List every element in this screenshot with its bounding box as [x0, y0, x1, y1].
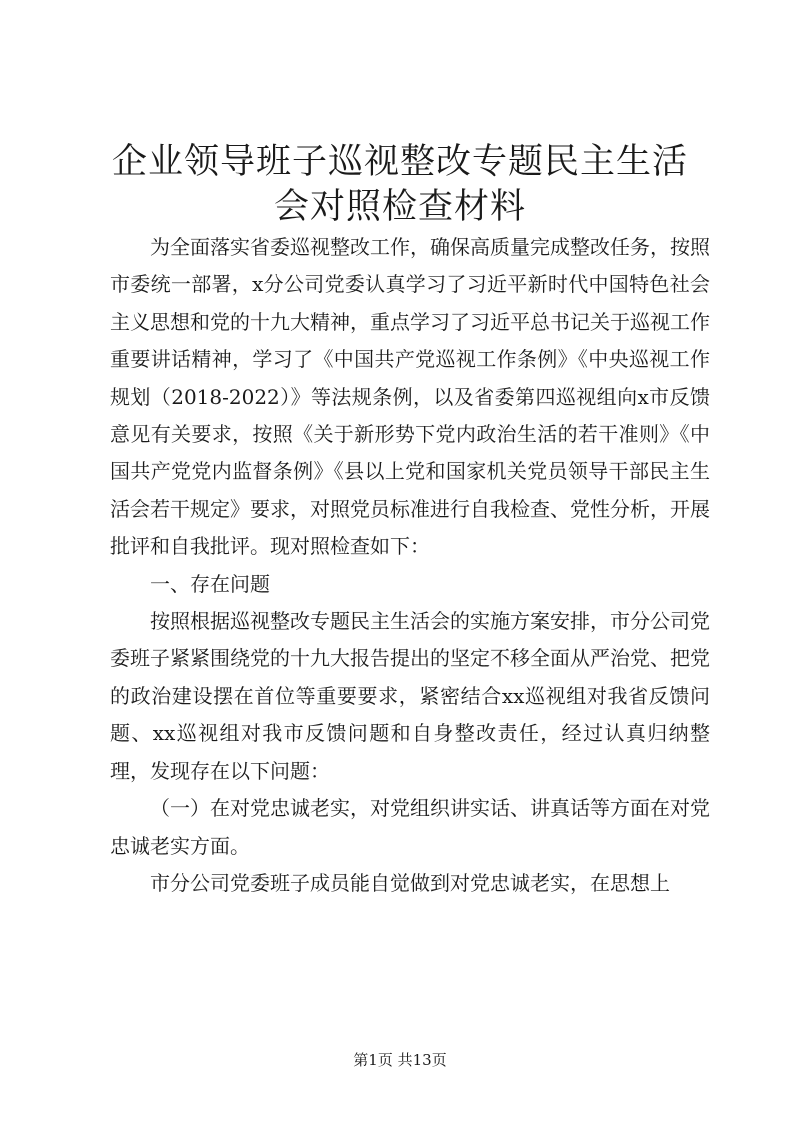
paragraph-problems-overview: 按照根据巡视整改专题民主生活会的实施方案安排，市分公司党委班子紧紧围绕党的十九大报告提出的坚定不移全面从严治党、把党的政治建设摆在首位等重要要求，紧密结合xx巡视组对我省反馈问题、xx巡视组对我市反馈问题和自身整改责任，经过认真归纳整理，发现存在以下问题： — [110, 609, 710, 783]
paragraph-loyalty: 市分公司党委班子成员能自觉做到对党忠诚老实，在思想上 — [150, 870, 670, 895]
section-heading-problems: 一、存在问题 — [150, 571, 270, 596]
subsection-heading-loyalty: （一）在对党忠诚老实，对党组织讲实话、讲真话等方面在对党忠诚老实方面。 — [110, 796, 710, 858]
document-body — [110, 229, 710, 902]
paragraph-intro: 为全面落实省委巡视整改工作，确保高质量完成整改任务，按照市委统一部署，x分公司党委认真学习了习近平新时代中国特色社会主义思想和党的十九大精神，重点学习了习近平总书记关于巡视工作重要讲话精神，学习了《中国共产党巡视工作条例》《中央巡视工作规划（2018-2022）》等法规条例，以及省委第四巡视组向x市反馈意见有关要求，按照《关于新形势下党内政治生活的若干准则》《中国共产党党内监督条例》《县以上党和国家机关党员领导干部民主生活会若干规定》要求，对照党员标准进行自我检查、党性分析，开展批评和自我批评。现对照检查如下： — [110, 235, 710, 559]
document-title: 企业领导班子巡视整改专题民主生活会对照检查材料 — [111, 142, 688, 227]
page-number-footer: 第1页 共13页 — [353, 1051, 447, 1069]
